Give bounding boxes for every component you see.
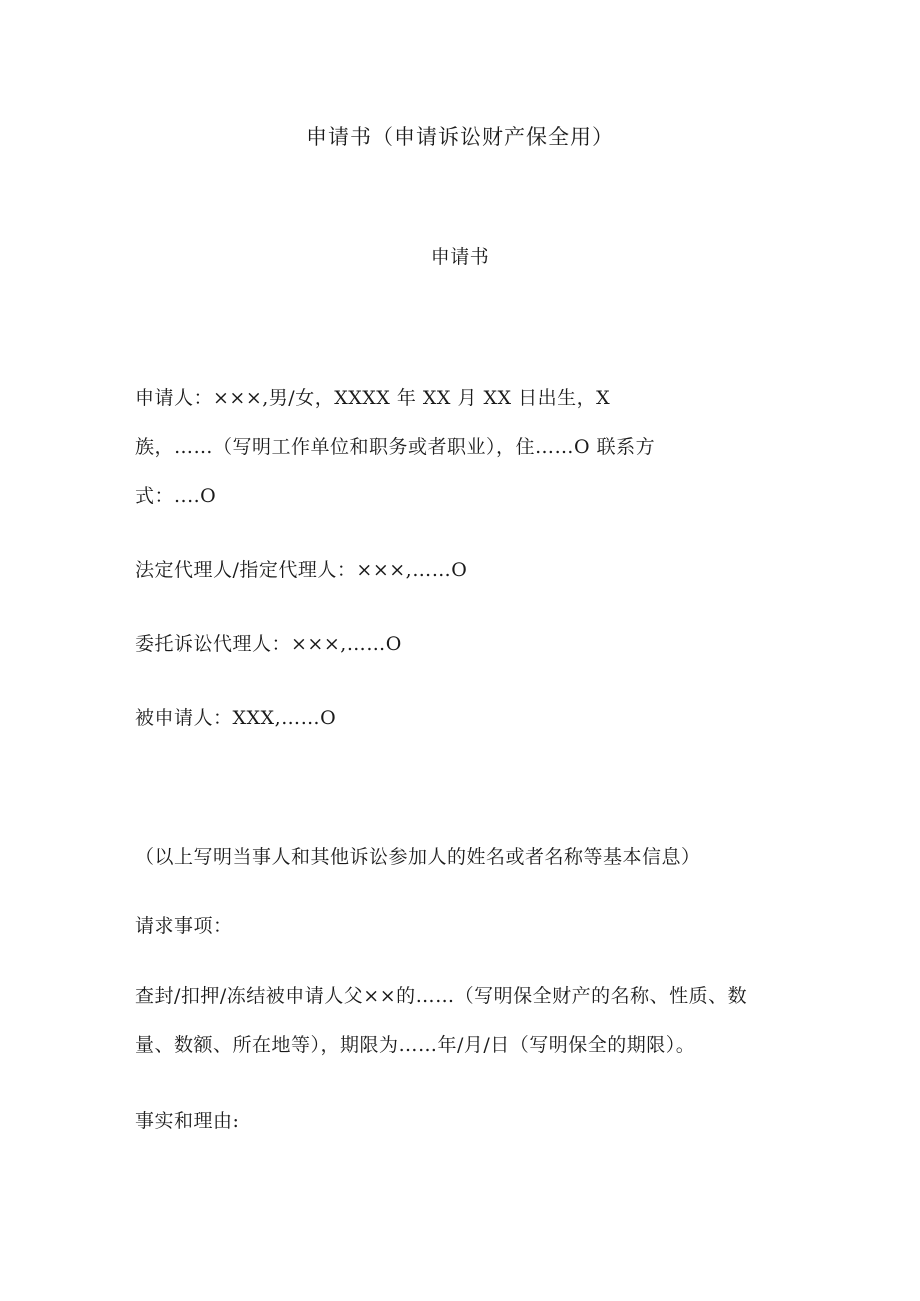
party-info-note: （以上写明当事人和其他诉讼参加人的姓名或者名称等基本信息） xyxy=(135,846,701,868)
request-line-1: 查封/扣押/冻结被申请人父××的……（写明保全财产的名称、性质、数 xyxy=(135,985,748,1007)
applicant-line-3: 式：....O xyxy=(135,485,217,507)
document-heading: 申请书 xyxy=(430,246,490,268)
legal-agent-line: 法定代理人/指定代理人：×××,……O xyxy=(135,559,468,581)
applicant-line-1: 申请人：×××,男/女，XXXX 年 XX 月 XX 日出生，X xyxy=(135,387,611,409)
request-line-2: 量、数额、所在地等），期限为……年/月/日（写明保全的期限）。 xyxy=(135,1034,696,1056)
facts-heading: 事实和理由: xyxy=(135,1110,240,1132)
respondent-line: 被申请人：XXX,……O xyxy=(135,707,337,729)
applicant-line-2: 族，……（写明工作单位和职务或者职业），住……O 联系方 xyxy=(135,436,656,458)
entrusted-agent-line: 委托诉讼代理人：×××,……O xyxy=(135,633,402,655)
request-heading: 请求事项： xyxy=(135,915,233,937)
document-title: 申请书（申请诉讼财产保全用） xyxy=(306,125,614,149)
